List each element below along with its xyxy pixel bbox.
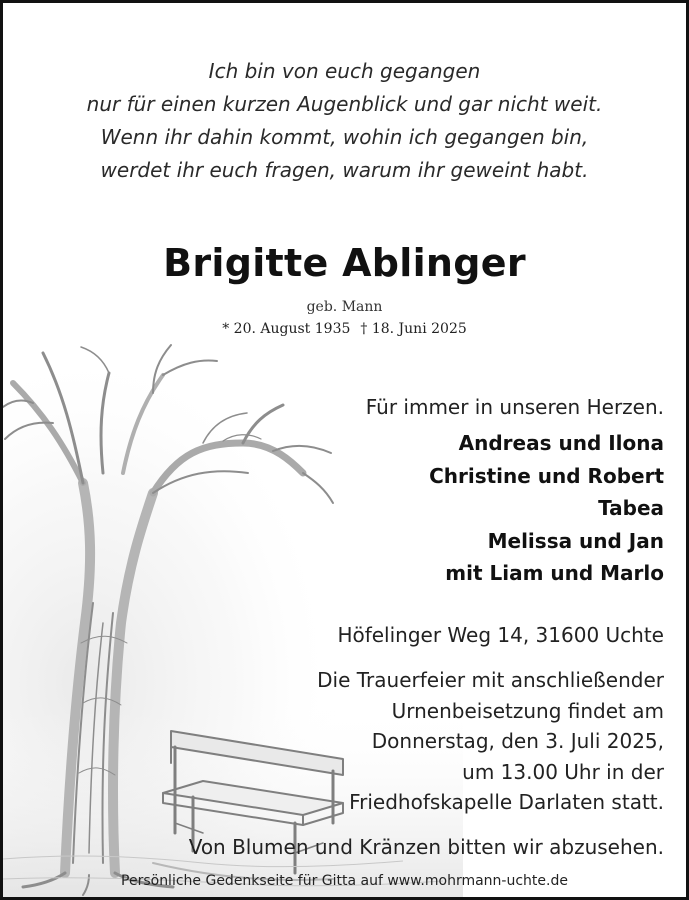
mourners-list (429, 427, 664, 590)
mourner-name: Tabea (598, 496, 664, 520)
service-line: Urnenbeisetzung findet am (391, 698, 664, 723)
service-line: Friedhofskapelle Darlaten statt. (349, 790, 664, 814)
memorial-page-link[interactable]: Persönliche Gedenkseite für Gitta auf www.mohrmann-uchte.de (121, 873, 568, 889)
birth-date: * 20. August 1935 (222, 321, 351, 337)
flowers-note: Von Blumen und Kränzen bitten wir abzusehen. (188, 835, 664, 859)
mourner-name: mit Liam und Marlo (445, 561, 664, 585)
mourner-name: Christine und Robert (429, 463, 664, 488)
funeral-service-info (317, 665, 664, 818)
poem-line: Ich bin von euch gegangen (208, 59, 481, 83)
service-line: Donnerstag, den 3. Juli 2025, (371, 729, 664, 753)
death-date: † 18. Juni 2025 (360, 321, 467, 337)
service-line: Die Trauerfeier mit anschließender (317, 668, 664, 692)
poem-line: werdet ihr euch fragen, warum ihr geweint habt. (100, 158, 589, 182)
family-address: Höfelinger Weg 14, 31600 Uchte (337, 623, 664, 647)
service-line: um 13.00 Uhr in der (462, 759, 664, 784)
deceased-name: Brigitte Ablinger (163, 241, 526, 285)
poem-line: nur für einen kurzen Augenblick und gar nicht weit. (86, 92, 603, 116)
mourner-name: Melissa und Jan (487, 528, 664, 553)
memorial-poem (3, 55, 686, 187)
mourner-name: Andreas und Ilona (458, 431, 664, 455)
maiden-name: geb. Mann (306, 299, 383, 315)
poem-line: Wenn ihr dahin kommt, wohin ich gegangen bin, (100, 125, 589, 149)
life-dates (3, 321, 686, 337)
mourners-intro: Für immer in unseren Herzen. (365, 395, 664, 419)
